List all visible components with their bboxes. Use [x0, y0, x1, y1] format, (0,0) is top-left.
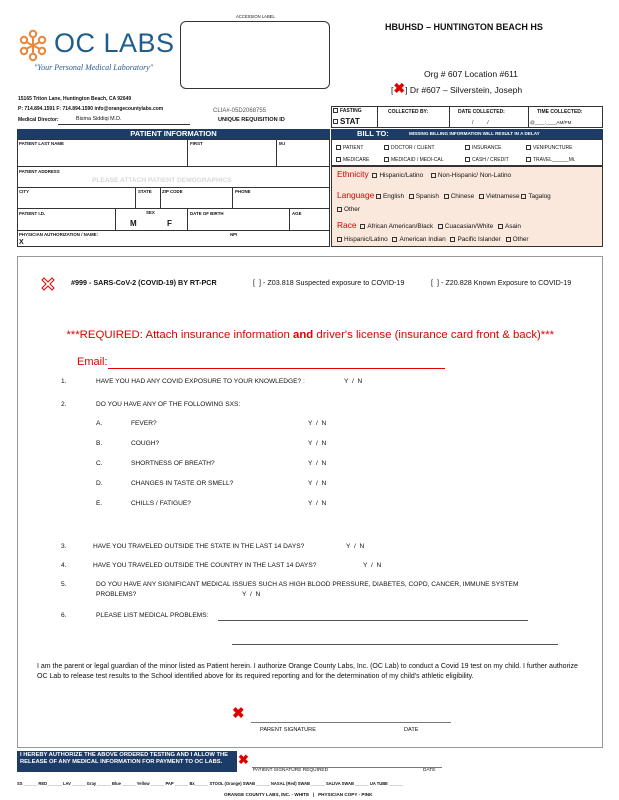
- npi-label: NPI: [230, 232, 238, 237]
- bill-to-title: BILL TO:: [357, 129, 389, 138]
- lab-contact: P: 714.894.1591 F: 714.894.1590 info@orangecountylabs.com: [18, 106, 164, 112]
- bill-cash-credit[interactable]: CASH / CREDIT: [465, 157, 509, 163]
- lab-address: 15165 Triton Lane, Huntington Beach, CA 92649: [18, 96, 132, 102]
- ethnicity-hispanic[interactable]: Hispanic/Latino: [372, 172, 423, 179]
- sx-a-letter: A.: [96, 420, 103, 427]
- sx-e-letter: E.: [96, 500, 103, 507]
- language-english[interactable]: English: [376, 193, 404, 200]
- outline-x-icon: [40, 276, 56, 292]
- language-other[interactable]: Other: [337, 206, 360, 213]
- sx-b-yn[interactable]: Y / N: [308, 440, 327, 447]
- patient-signature-x-icon: ✖: [238, 752, 249, 767]
- unique-requisition-label: UNIQUE REQUISITION ID: [218, 117, 285, 123]
- test-name: #999 - SARS-CoV-2 (COVID-19) BY RT-PCR: [71, 278, 217, 287]
- sx-d-letter: D.: [96, 480, 103, 487]
- parent-signature-label: PARENT SIGNATURE: [260, 727, 316, 733]
- q4-number: 4.: [61, 562, 67, 569]
- race-caucasian[interactable]: Cuacasian/White: [438, 223, 493, 230]
- sex-option-m[interactable]: M: [130, 219, 137, 228]
- director-name: Bisma Siddiqi M.D.: [76, 116, 122, 122]
- org-location: Org # 607 Location #611: [424, 69, 518, 79]
- patient-first-name-label: FIRST: [190, 141, 203, 146]
- q5-yn[interactable]: Y / N: [242, 591, 261, 598]
- q6-number: 6.: [61, 612, 67, 619]
- patient-mi-label: M.I: [279, 141, 286, 146]
- race-american-indian[interactable]: American Indian: [392, 236, 445, 243]
- oc-labs-logo-mark: [16, 28, 50, 62]
- zip-label: ZIP CODE: [162, 189, 183, 194]
- parent-signature-x-icon: ✖: [232, 705, 245, 722]
- time-collected-label: TIME COLLECTED:: [537, 109, 583, 115]
- sx-c-label: SHORTNESS OF BREATH?: [131, 460, 215, 467]
- phone-label: PHONE: [235, 189, 251, 194]
- bill-insurance[interactable]: INSURANCE: [465, 145, 501, 151]
- test-option-suspected[interactable]: [ ] - Z03.818 Suspected exposure to COVID-19: [253, 278, 405, 287]
- q5-text-line2: PROBLEMS?: [96, 591, 137, 598]
- physician-authorization-label: PHYSICIAN AUTHORIZATION / NAME:: [19, 232, 99, 237]
- race-asian[interactable]: Asain: [498, 223, 521, 230]
- patient-last-name-label: PATIENT LAST NAME: [19, 141, 64, 146]
- race-label: Race: [337, 220, 357, 230]
- parent-signature-date-label: DATE: [404, 727, 419, 733]
- bill-medicare[interactable]: MEDICARE: [336, 157, 369, 163]
- fasting-option[interactable]: FASTING: [333, 108, 362, 114]
- sx-c-yn[interactable]: Y / N: [308, 460, 327, 467]
- sx-e-label: CHILLS / FATIGUE?: [131, 500, 191, 507]
- accession-label-box: [180, 21, 330, 89]
- sex-option-f[interactable]: F: [167, 219, 172, 228]
- sex-label: SEX: [146, 210, 155, 215]
- school-name: HBUHSD – HUNTINGTON BEACH HS: [385, 22, 543, 32]
- language-tagalog[interactable]: Tagalog: [521, 193, 550, 200]
- q1-number: 1.: [61, 378, 67, 385]
- brand-name: OC LABS: [54, 28, 175, 58]
- date-collected-field[interactable]: / /: [472, 120, 489, 126]
- ethnicity-label: Ethnicity: [337, 169, 369, 179]
- state-label: STATE: [138, 189, 152, 194]
- q2-text: DO YOU HAVE ANY OF THE FOLLOWING SXS:: [96, 401, 241, 408]
- required-notice: ***REQUIRED: Attach insurance information and driver's license (insurance card front & back)***: [66, 329, 555, 341]
- time-collected-field[interactable]: @____:____AM/PM: [530, 120, 572, 125]
- fasting-checkbox[interactable]: [333, 108, 338, 113]
- doctor-name: ] Dr #607 – Silverstein, Joseph: [405, 85, 523, 95]
- test-option-known[interactable]: [ ] - Z20.828 Known Exposure to COVID-19: [431, 278, 572, 287]
- q3-number: 3.: [61, 543, 67, 550]
- language-spanish[interactable]: Spanish: [409, 193, 439, 200]
- language-vietnamese[interactable]: Vietnamese: [479, 193, 520, 200]
- q3-text: HAVE YOU TRAVELED OUTSIDE THE STATE IN THE LAST 14 DAYS?: [93, 543, 305, 550]
- q1-yn[interactable]: Y / N: [344, 378, 363, 385]
- tagline: "Your Personal Medical Laboratory": [34, 63, 154, 72]
- ethnicity-non-hispanic[interactable]: Non-Hispanic/ Non-Latino: [431, 172, 511, 179]
- q5-number: 5.: [61, 581, 67, 588]
- stat-checkbox[interactable]: [333, 119, 338, 124]
- patient-signature-date-label: DATE: [423, 768, 436, 773]
- bill-to-header: [331, 129, 603, 139]
- q4-yn[interactable]: Y / N: [363, 562, 382, 569]
- language-label: Language: [337, 190, 375, 200]
- q5-text-line1: DO YOU HAVE ANY SIGNIFICANT MEDICAL ISSUES SUCH AS HIGH BLOOD PRESSURE, DIABETES, COPD, CANCER, IMMUNE SYSTEM: [96, 581, 519, 588]
- ethnicity-row: [337, 169, 511, 179]
- date-collected-label: DATE COLLECTED:: [458, 109, 505, 115]
- physician-sign-x: X: [19, 239, 24, 246]
- q3-yn[interactable]: Y / N: [346, 543, 365, 550]
- q4-text: HAVE YOU TRAVELED OUTSIDE THE COUNTRY IN THE LAST 14 DAYS?: [93, 562, 317, 569]
- bill-medicaid[interactable]: MEDICAID / MEDI-CAL: [384, 157, 444, 163]
- clia-number: CLIA#-05D2068755: [213, 108, 267, 114]
- sx-b-label: COUGH?: [131, 440, 160, 447]
- red-x-icon: ✖: [393, 80, 406, 96]
- email-label: Email:: [77, 356, 108, 368]
- billing-warning: MISSING BILLING INFORMATION WILL RESULT IN A DELAY: [409, 131, 540, 136]
- parent-signature-line[interactable]: [251, 722, 451, 723]
- director-label: Medical Director:: [18, 117, 59, 123]
- consent-text: I am the parent or legal guardian of the minor listed as Patient herein. I authorize Orange County Labs, Inc. (OC Lab) to conduct a Covid 19 test on my child. I further authorize OC Lab to release test results to the School identified above for its required reporting and for the determination of my child's athletic eligibility.: [37, 663, 578, 681]
- race-hispanic[interactable]: Hispanic/Latino: [337, 236, 388, 243]
- patient-information-header: PATIENT INFORMATION: [17, 129, 330, 139]
- race-other[interactable]: Other: [506, 236, 529, 243]
- sx-b-letter: B.: [96, 440, 103, 447]
- accession-label: ACCESSION LABEL: [236, 14, 275, 19]
- bill-travel[interactable]: TRAVEL______Mi.: [526, 157, 575, 163]
- authorization-statement: I HEREBY AUTHORIZE THE ABOVE ORDERED TESTING AND I ALLOW THE RELEASE OF ANY MEDICAL INFORMATION FOR PAYMENT TO OC LABS.: [17, 751, 237, 772]
- bill-venipuncture[interactable]: VENIPUNCTURE: [526, 145, 572, 151]
- email-line[interactable]: [108, 368, 445, 369]
- copy-distribution: ORANGE COUNTY LABS, INC. - WHITE | PHYSICIAN COPY - PINK: [224, 792, 373, 797]
- dob-label: DATE OF BIRTH: [190, 211, 224, 216]
- language-chinese[interactable]: Chinese: [444, 193, 474, 200]
- race-row: [337, 219, 599, 246]
- race-pacific-islander[interactable]: Pacific Islander: [450, 236, 500, 243]
- q2-number: 2.: [61, 401, 67, 408]
- sx-a-yn[interactable]: Y / N: [308, 420, 327, 427]
- specimen-tube-list: SS ______ RED ______ LAV ______ Gray ______ Blue ______ Yellow ______ PAP ______ Bx______ STOOL (Orange) SWAB ______ NASAL (Red) SWAB ______ SALIVA SWAB ______ UA TUBE ______: [17, 781, 403, 786]
- patient-id-label: PATIENT I.D.: [19, 211, 46, 216]
- sx-c-letter: C.: [96, 460, 103, 467]
- medical-problems-line-2[interactable]: [232, 644, 558, 645]
- age-label: AGE: [292, 211, 302, 216]
- bill-patient[interactable]: PATIENT: [336, 145, 363, 151]
- patient-signature-label: PATIENT SIGNATURE REQUIRED: [253, 768, 329, 773]
- attach-demographics-note: PLEASE ATTACH PATIENT DEMOGRAPHICS: [92, 177, 232, 184]
- sx-a-label: FEVER?: [131, 420, 157, 427]
- city-label: CITY: [19, 189, 30, 194]
- stat-option[interactable]: STAT: [333, 117, 360, 126]
- q6-text: PLEASE LIST MEDICAL PROBLEMS:: [96, 612, 209, 619]
- q1-text: HAVE YOU HAD ANY COVID EXPOSURE TO YOUR KNOWLEDGE? :: [96, 378, 305, 385]
- collected-by-label: COLLECTED BY:: [388, 109, 429, 115]
- doctor-bracket: [: [391, 85, 394, 95]
- sx-d-label: CHANGES IN TASTE OR SMELL?: [131, 480, 234, 487]
- sx-e-yn[interactable]: Y / N: [308, 500, 327, 507]
- race-african-american[interactable]: African American/Black: [360, 223, 433, 230]
- doctor-line: [391, 80, 522, 97]
- medical-problems-line-1[interactable]: [218, 620, 528, 621]
- language-row: [337, 189, 599, 216]
- sx-d-yn[interactable]: Y / N: [308, 480, 327, 487]
- bill-doctor-client[interactable]: DOCTOR / CLIENT: [384, 145, 435, 151]
- patient-address-label: PATIENT ADDRESS: [19, 169, 60, 174]
